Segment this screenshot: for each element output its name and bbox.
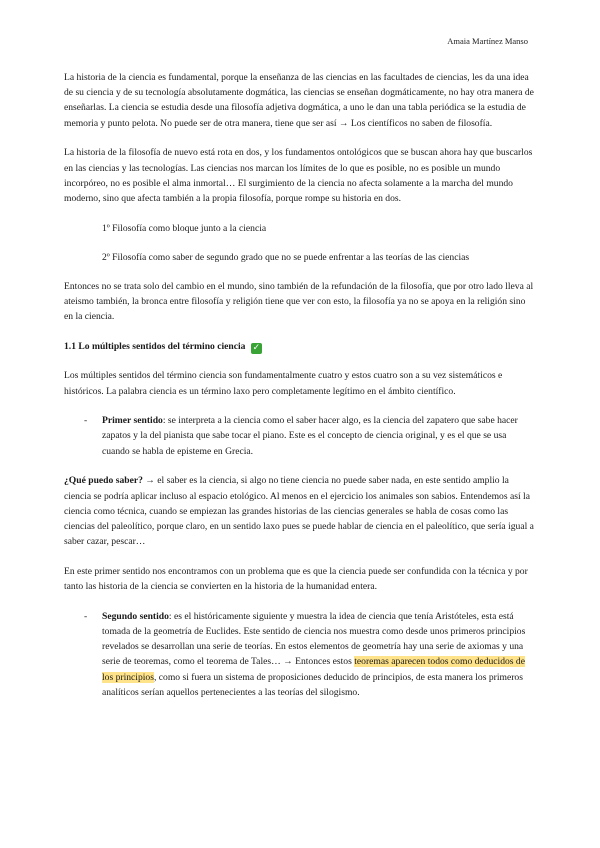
bullet-first-sense xyxy=(64,413,534,459)
bullet-second-sense xyxy=(64,609,534,700)
paragraph-intro: La historia de la ciencia es fundamental, porque la enseñanza de las ciencias en las facultades de ciencias, les da una idea de su ciencia y de su tecnología absolutamente dogmática, las ciencias se enseñan dogmáticamente, no hay otra manera de enseñarlas. La ciencia se estudia desde una filosofía adjetiva dogmática, a uno le dan una tabla periódica se la estudia de memoria y punto pelota. No puede ser de otra manera, tiene que ser así → Los científicos no saben de filosofía. xyxy=(64,72,534,129)
author-header: Amaia Martínez Manso xyxy=(447,36,528,46)
numbered-item-2: 2º Filosofía como saber de segundo grado que no se puede enfrentar a las teorías de las ciencias xyxy=(102,251,470,263)
check-mark-icon: ✓ xyxy=(252,343,261,354)
bullet-term: Segundo sentido xyxy=(102,610,169,622)
bullet-text-after: , como si fuera un sistema de proposiciones deducido de principios, de esta manera los primeros analíticos serían aquellos pertenecientes a las teorías del silogismo. xyxy=(102,671,523,698)
paragraph-lead: ¿Qué puedo saber? xyxy=(64,475,143,487)
paragraph-first-sense-problem: En este primer sentido nos encontramos con un problema que es que la ciencia puede ser confundida con la técnica y por tanto las historia de la ciencia se convierten en la historia de la humanidad entera. xyxy=(64,565,528,593)
section-heading-text: 1.1 Lo múltiples sentidos del término ciencia xyxy=(64,341,246,353)
paragraph-history-philosophy: La historia de la filosofía de nuevo está rota en dos, y los fundamentos ontológicos que se buscan ahora hay que buscarlos en las ciencias y las tecnologías. Las ciencias nos marcan los límites de lo que es posible, no es posible un mundo incorpóreo, no es posible el alma inmortal… El surgimiento de la ciencia no afecta solamente a la marcha del mundo moderno, sino que afecta también a la propia filosofía, porque rompe su historia en dos. xyxy=(64,147,533,204)
bullet-dash: - xyxy=(84,415,88,427)
bullet-term: Primer sentido xyxy=(102,415,163,427)
numbered-item-1: 1º Filosofía como bloque junto a la ciencia xyxy=(102,222,267,234)
bullet-text: : se interpreta a la ciencia como el saber hacer algo, es la ciencia del zapatero que sabe hacer zapatos y la del pianista que sabe tocar el piano. Este es el concepto de ciencia original, y es el que se usa cuando se habla de episteme en Grecia. xyxy=(102,415,518,457)
section-heading xyxy=(64,339,534,354)
highlighted-text: teoremas aparecen todos como deducidos de los principios xyxy=(102,656,525,683)
paragraph-what-can-i-know xyxy=(64,473,534,549)
document-body xyxy=(64,70,534,715)
paragraph-refoundation: Entonces no se trata solo del cambio en el mundo, sino también de la refundación de la filosofía, que por otro lado lleva al ateismo también, la bronca entre filosofía y religión tiene que ver con esto, la filosofía ya no se apoya en la religión sino en la ciencia. xyxy=(64,281,534,323)
paragraph-text: → el saber es la ciencia, si algo no tiene ciencia no puede saber nada, en este sentido amplio la ciencia se podría aplicar incluso al espacio etológico. Al menos en el ejercicio los animales son sabios. Entendemos así la ciencia como técnica, cuando se empiezan las grandes historias de las ciencias generales se habla de cosas como las ciencias del paleolítico, porque claro, en un sentido laxo pues se puede hablar de ciencia en el paleolítico, que sería igual a saber cazar, pescar… xyxy=(64,475,534,548)
bullet-dash: - xyxy=(84,610,88,622)
paragraph-senses: Los múltiples sentidos del término ciencia son fundamentalmente cuatro y estos cuatro son a su vez sistemáticos e históricos. La palabra ciencia es un término laxo pero completamente legítimo en el ámbito científico. xyxy=(64,370,503,397)
bullet-text-before: : es el históricamente siguiente y muestra la idea de ciencia que tenía Aristóteles, esta está tomada de la geometría de Euclides. Este sentido de ciencia nos muestra como desde unos primeros principios revelados se desarrollan una serie de teorías. En estos elementos de geometría hay una serie de axiomas y una serie de teoremas, como el teorema de Tales… → Entonces estos xyxy=(102,610,526,668)
